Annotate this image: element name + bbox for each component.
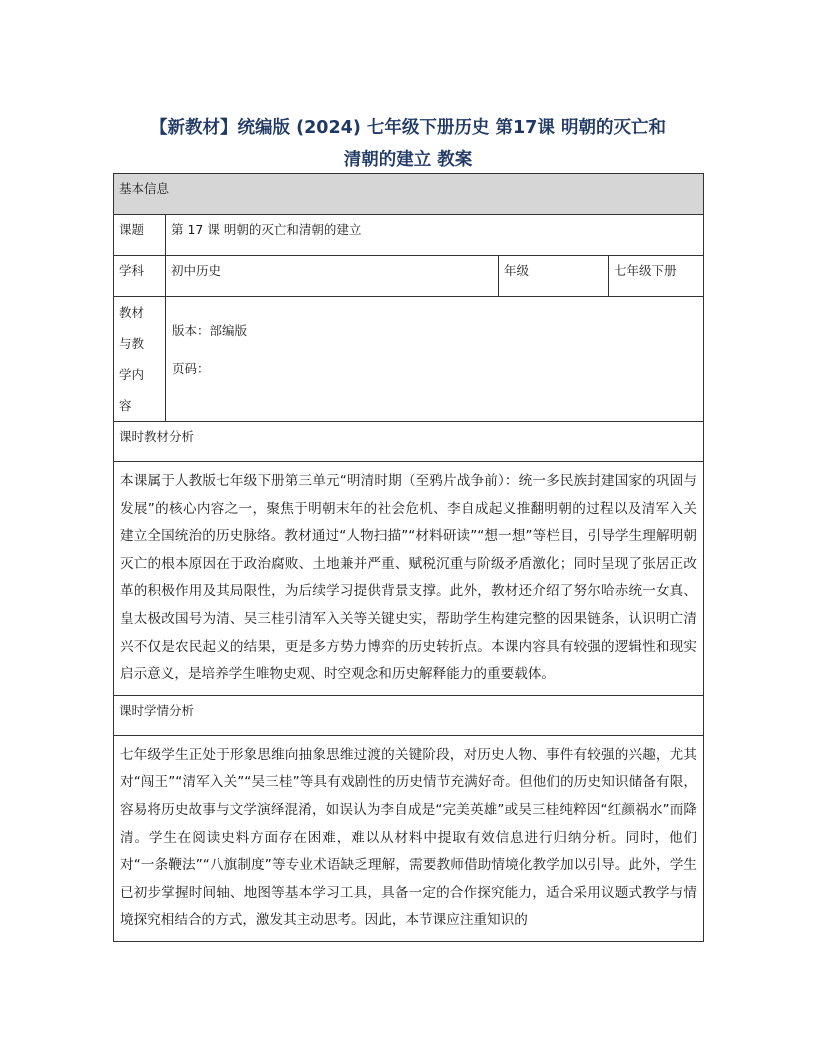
teaching-content-label — [114, 297, 165, 421]
grade-label-cell — [499, 256, 609, 297]
teaching-content-label-line: 容 — [119, 398, 132, 413]
student-analysis-text: 七年级学生正处于形象思维向抽象思维过渡的关键阶段，对历史人物、事件有较强的兴趣，尤其对“闯王”“清军入关”“吴三桂”等具有戏剧性的历史情节充满好奇。但他们的历史知识储备有限，容易将历史故事与文学演绎混淆，如误认为李自成是“完美英雄”或吴三桂纯粹因“红颜祸水”而降清。学生在阅读史料方面存在困难，难以从材料中提取有效信息进行归纳分析。同时，他们对“一条鞭法”“八旗制度”等专业术语缺乏理解，需要教师借助情境化教学加以引导。此外，学生已初步掌握时间轴、地图等基本学习工具，具备一定的合作探究能力，适合采用议题式教学与情境探究相结合的方式，激发其主动思考。因此，本节课应注重知识的 — [120, 746, 698, 929]
grade-label: 年级 — [504, 263, 530, 278]
topic-label-cell — [114, 215, 166, 256]
teaching-content-label-line: 与教 — [119, 336, 145, 351]
subject-value: 初中历史 — [171, 263, 222, 278]
subject-label-cell — [114, 256, 166, 297]
grade-value-cell — [609, 256, 704, 297]
basic-info-header — [114, 174, 704, 215]
student-analysis-header — [114, 695, 704, 735]
page-text: 页码： — [172, 361, 210, 376]
textbook-analysis-body — [114, 462, 704, 696]
topic-label: 课题 — [119, 222, 145, 237]
teaching-content-label-line: 学内 — [119, 367, 145, 382]
title-line-1: 【新教材】统编版 (2024) 七年级下册历史 第17课 明朝的灭亡和 — [150, 118, 666, 138]
subject-label: 学科 — [119, 263, 145, 278]
student-analysis-label: 课时学情分析 — [119, 702, 195, 718]
textbook-analysis-header — [114, 422, 704, 462]
title-line-2: 清朝的建立 教案 — [343, 150, 473, 170]
grade-value: 七年级下册 — [614, 263, 677, 278]
textbook-analysis-text: 本课属于人教版七年级下册第三单元“明清时期（至鸦片战争前）：统一多民族封建国家的巩固与发展”的核心内容之一，聚焦于明朝末年的社会危机、李自成起义推翻明朝的过程以及清军入关建立全国统治的历史脉络。教材通过“人物扫描”“材料研读”“想一想”等栏目，引导学生理解明朝灭亡的根本原因在于政治腐败、土地兼并严重、赋税沉重与阶级矛盾激化；同时呈现了张居正改革的积极作用及其局限性，为后续学习提供背景支撑。此外，教材还介绍了努尔哈赤统一女真、皇太极改国号为清、吴三桂引清军入关等关键史实，帮助学生构建完整的因果链条，认识明亡清兴不仅是农民起义的结果，更是多方势力博弈的历史转折点。本课内容具有较强的逻辑性和现实启示意义，是培养学生唯物史观、时空观念和历史解释能力的重要载体。 — [120, 473, 698, 683]
teaching-content-label-line: 教材 — [119, 305, 145, 320]
subject-value-cell — [166, 256, 499, 297]
lesson-plan-table — [113, 173, 704, 942]
document-title — [100, 112, 716, 176]
teaching-content-value-cell — [166, 297, 704, 422]
textbook-analysis-label: 课时教材分析 — [119, 429, 195, 444]
basic-info-label: 基本信息 — [119, 181, 170, 196]
teaching-content-label-cell — [114, 297, 166, 422]
topic-value-cell — [166, 215, 704, 256]
edition-text: 版本：部编版 — [172, 323, 248, 338]
student-analysis-body — [114, 735, 704, 941]
topic-value: 第 17 课 明朝的灭亡和清朝的建立 — [171, 222, 362, 237]
